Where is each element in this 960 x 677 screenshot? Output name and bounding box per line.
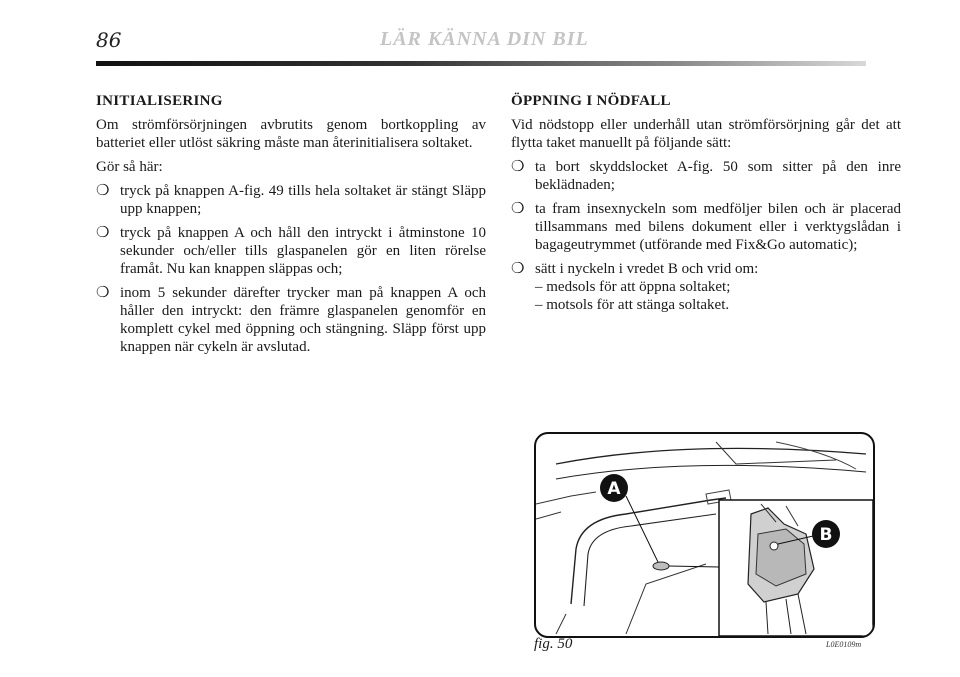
right-column xyxy=(511,92,901,320)
left-column xyxy=(96,92,486,362)
intro-paragraph: Om strömförsörjningen avbrutits genom bortkoppling av batteriet eller utlöst säkring måste man återinitialisera soltaket. xyxy=(96,117,486,151)
label-a: A xyxy=(607,479,621,499)
running-header-title: LÄR KÄNNA DIN BIL xyxy=(380,28,589,50)
bullet-icon: ❍ xyxy=(96,225,110,241)
page-number: 86 xyxy=(96,28,122,52)
list-item xyxy=(511,200,901,254)
section-heading-oppning-i-nodfall: ÖPPNING I NÖDFALL xyxy=(511,93,671,109)
instruction-list xyxy=(96,182,486,356)
figure-code: L0E0109m xyxy=(826,640,862,649)
bullet-icon: ❍ xyxy=(511,201,525,217)
figure-50-illustration xyxy=(534,432,875,638)
list-item-text: tryck på knappen A och håll den intryckt i åtminstone 10 sekunder och/eller tills glaspanelen gör en liten rörelse framåt. Nu kan knappen släppas och; xyxy=(120,225,486,277)
lead-text: Gör så här: xyxy=(96,159,163,175)
list-item xyxy=(511,158,901,194)
list-item xyxy=(96,182,486,218)
list-item xyxy=(96,284,486,356)
list-item-text: sätt i nyckeln i vredet B och vrid om: xyxy=(535,261,759,277)
intro-paragraph: Vid nödstopp eller underhåll utan strömförsörjning går det att flytta taket manuellt på följande sätt: xyxy=(511,117,901,151)
bullet-icon: ❍ xyxy=(511,159,525,175)
bullet-icon: ❍ xyxy=(511,261,525,277)
header-rule xyxy=(96,61,866,66)
list-item-text: ta fram insexnyckeln som medföljer bilen och är placerad tillsammans med bilens dokument eller i verktygslådan i bagageutrymmet (utförande med Fix&Go automatic); xyxy=(535,201,901,253)
list-item xyxy=(511,260,901,314)
bullet-icon: ❍ xyxy=(96,285,110,301)
instruction-list xyxy=(511,158,901,314)
bullet-icon: ❍ xyxy=(96,183,110,199)
sub-item-clockwise: – medsols för att öppna soltaket; xyxy=(535,279,731,295)
sunroof-illustration xyxy=(536,434,873,636)
list-item-text: ta bort skyddslocket A-fig. 50 som sitter på den inre beklädnaden; xyxy=(535,159,901,193)
list-item-text: tryck på knappen A-fig. 49 tills hela soltaket är stängt Släpp upp knappen; xyxy=(120,183,486,217)
sub-item-counterclockwise: – motsols för att stänga soltaket. xyxy=(535,297,730,313)
list-item-text: inom 5 sekunder därefter trycker man på knappen A och håller den intryckt: den främre glaspanelen genomför en komplett cykel med öppning och stängning. Släpp först upp knappen när cykeln är avslutad. xyxy=(120,285,486,355)
label-b: B xyxy=(819,525,833,545)
section-heading-initialisering: INITIALISERING xyxy=(96,93,223,109)
figure-caption: fig. 50 xyxy=(534,636,573,652)
list-item xyxy=(96,224,486,278)
